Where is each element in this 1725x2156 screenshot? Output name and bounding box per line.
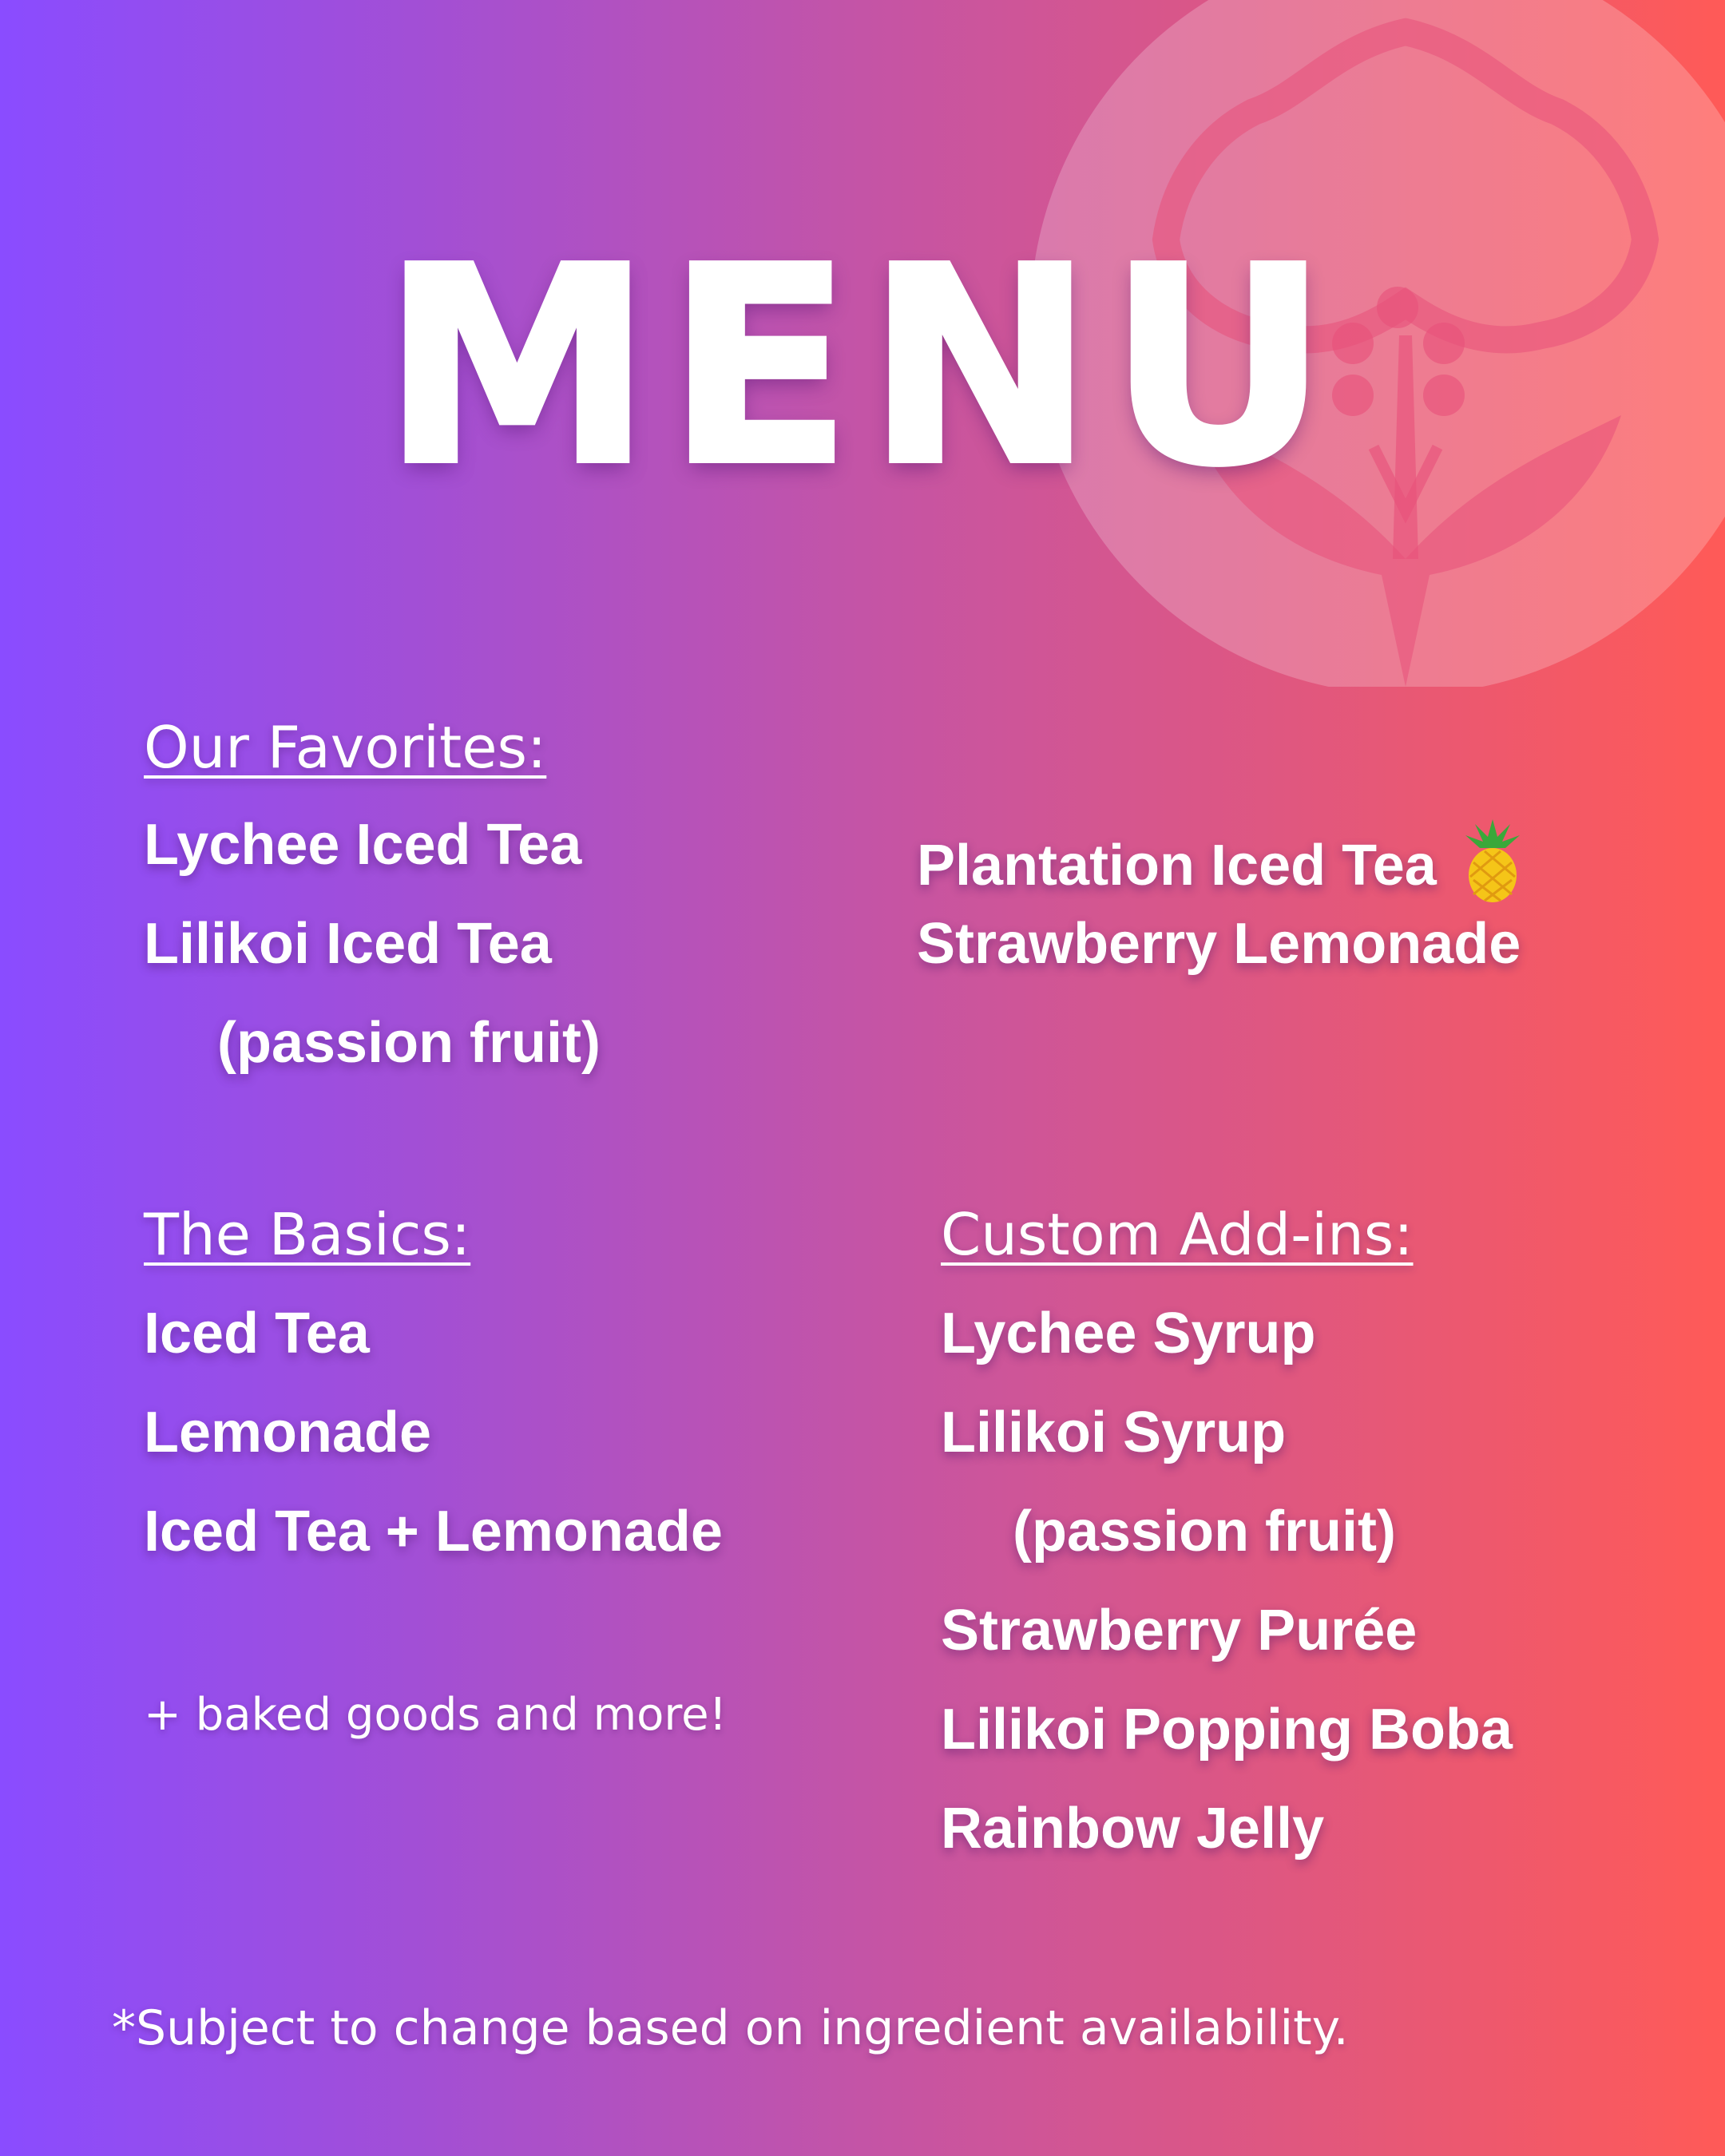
- baked-goods-note: + baked goods and more!: [144, 1689, 728, 1741]
- menu-item: Lilikoi Popping Boba: [941, 1698, 1513, 1762]
- menu-item: Lychee Syrup: [941, 1302, 1316, 1365]
- addins-heading: Custom Add-ins:: [941, 1201, 1414, 1268]
- pineapple-icon: [1461, 816, 1525, 904]
- favorites-heading: Our Favorites:: [144, 714, 547, 781]
- menu-item: Iced Tea + Lemonade: [144, 1500, 723, 1563]
- page-title: MENU: [382, 209, 1343, 525]
- menu-item: Strawberry Lemonade: [917, 912, 1521, 976]
- menu-item: Lychee Iced Tea: [144, 813, 582, 877]
- basics-heading: The Basics:: [144, 1201, 471, 1268]
- menu-item-subtext: (passion fruit): [217, 1011, 601, 1075]
- menu-item-plantation: [917, 816, 1525, 904]
- menu-item-subtext: (passion fruit): [1013, 1500, 1396, 1563]
- menu-item: Strawberry Purée: [941, 1599, 1418, 1663]
- menu-item: Iced Tea: [144, 1302, 370, 1365]
- menu-item: Rainbow Jelly: [941, 1797, 1325, 1861]
- menu-item: Lilikoi Iced Tea: [144, 912, 552, 976]
- menu-item: Lemonade: [144, 1401, 432, 1464]
- disclaimer: *Subject to change based on ingredient availability.: [112, 2000, 1349, 2056]
- menu-item-label: Plantation Iced Tea: [917, 834, 1437, 898]
- menu-item: Lilikoi Syrup: [941, 1401, 1287, 1464]
